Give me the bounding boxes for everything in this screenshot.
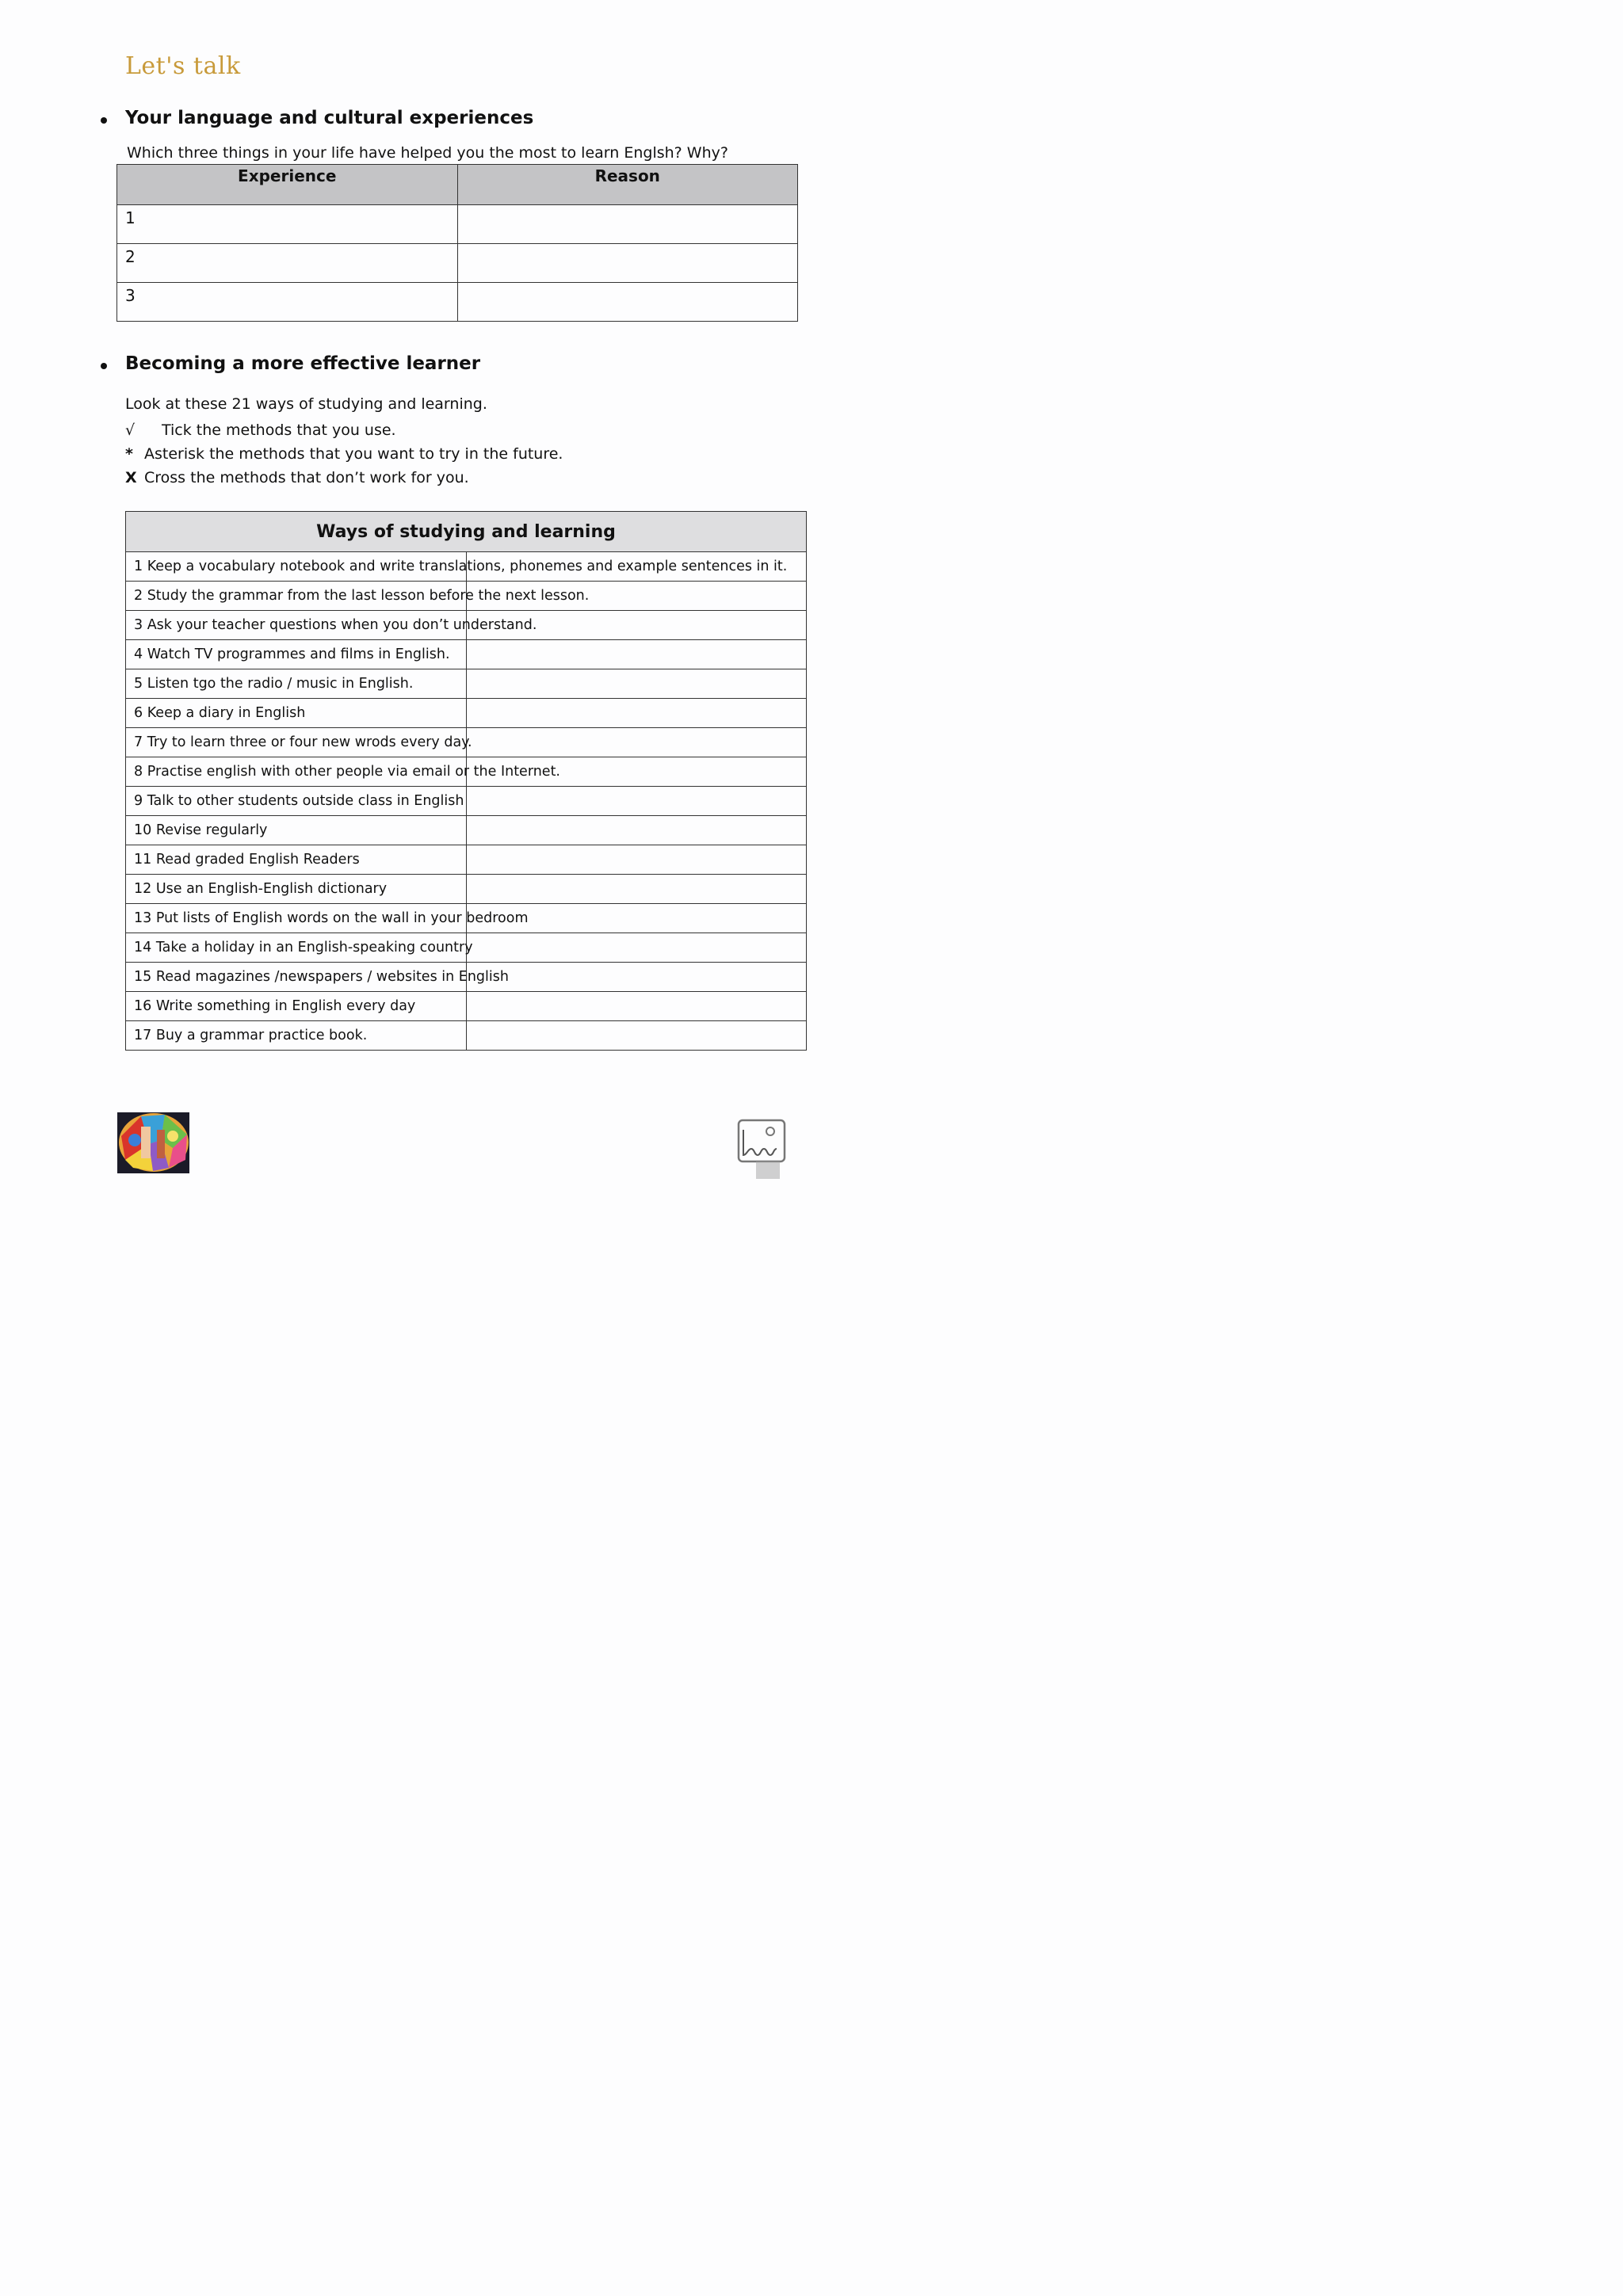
way-text: 5 Listen tgo the radio / music in English. bbox=[126, 669, 467, 699]
section2-intro: Look at these 21 ways of studying and learning. bbox=[125, 395, 487, 413]
table-row bbox=[126, 816, 807, 845]
reason-cell[interactable] bbox=[457, 244, 798, 283]
table-row bbox=[117, 244, 798, 283]
table-row bbox=[126, 963, 807, 992]
mark-box[interactable] bbox=[466, 816, 807, 845]
table-row bbox=[126, 582, 807, 611]
table-row bbox=[117, 205, 798, 244]
bullet-icon bbox=[101, 117, 107, 124]
mark-box[interactable] bbox=[466, 728, 807, 757]
mark-box[interactable] bbox=[466, 963, 807, 992]
experience-cell[interactable]: 3 bbox=[117, 283, 458, 322]
tick-icon: √ bbox=[125, 421, 136, 439]
table-row bbox=[117, 283, 798, 322]
mark-box[interactable] bbox=[466, 845, 807, 875]
way-text: 13 Put lists of English words on the wall in your bedroom bbox=[126, 904, 467, 933]
way-text: 17 Buy a grammar practice book. bbox=[126, 1021, 467, 1051]
table-row bbox=[126, 669, 807, 699]
table-row bbox=[126, 787, 807, 816]
experience-table bbox=[116, 164, 798, 322]
way-text: 1 Keep a vocabulary notebook and write translations, phonemes and example sentences in it. bbox=[126, 552, 467, 582]
ways-table-header: Ways of studying and learning bbox=[126, 512, 807, 552]
cross-icon: X bbox=[125, 469, 137, 486]
mark-box[interactable] bbox=[466, 640, 807, 669]
table-row bbox=[126, 728, 807, 757]
sketch-logo-icon bbox=[734, 1117, 789, 1182]
mark-box[interactable] bbox=[466, 992, 807, 1021]
reason-header: Reason bbox=[457, 165, 798, 205]
section1-heading: Your language and cultural experiences bbox=[125, 108, 534, 128]
legend-text: Cross the methods that don’t work for you. bbox=[144, 469, 469, 486]
asterisk-icon: * bbox=[125, 445, 133, 463]
way-text: 11 Read graded English Readers bbox=[126, 845, 467, 875]
mark-box[interactable] bbox=[466, 787, 807, 816]
table-row bbox=[126, 699, 807, 728]
experience-cell[interactable]: 1 bbox=[117, 205, 458, 244]
mark-box[interactable] bbox=[466, 669, 807, 699]
reason-cell[interactable] bbox=[457, 205, 798, 244]
section2-heading: Becoming a more effective learner bbox=[125, 353, 481, 374]
page-title: Let's talk bbox=[125, 52, 241, 80]
way-text: 16 Write something in English every day bbox=[126, 992, 467, 1021]
way-text: 10 Revise regularly bbox=[126, 816, 467, 845]
experience-cell[interactable]: 2 bbox=[117, 244, 458, 283]
way-text: 15 Read magazines /newspapers / websites in English bbox=[126, 963, 467, 992]
way-text: 2 Study the grammar from the last lesson before the next lesson. bbox=[126, 582, 467, 611]
table-row bbox=[126, 845, 807, 875]
bullet-icon bbox=[101, 363, 107, 369]
way-text: 7 Try to learn three or four new wrods every day. bbox=[126, 728, 467, 757]
table-row bbox=[126, 611, 807, 640]
mark-box[interactable] bbox=[466, 875, 807, 904]
table-row bbox=[126, 1021, 807, 1051]
legend-asterisk bbox=[125, 445, 563, 463]
section1-question: Which three things in your life have helped you the most to learn Englsh? Why? bbox=[127, 144, 728, 162]
table-row bbox=[126, 904, 807, 933]
table-row bbox=[126, 992, 807, 1021]
table-row bbox=[126, 933, 807, 963]
mark-box[interactable] bbox=[466, 933, 807, 963]
table-row bbox=[126, 875, 807, 904]
legend-tick bbox=[125, 421, 396, 439]
mark-box[interactable] bbox=[466, 699, 807, 728]
way-text: 6 Keep a diary in English bbox=[126, 699, 467, 728]
table-row bbox=[126, 552, 807, 582]
reason-cell[interactable] bbox=[457, 283, 798, 322]
legend-text: Asterisk the methods that you want to try in the future. bbox=[144, 445, 563, 463]
ways-table bbox=[125, 511, 807, 1051]
legend-cross bbox=[125, 469, 469, 486]
legend-text: Tick the methods that you use. bbox=[162, 421, 396, 439]
way-text: 8 Practise english with other people via email or the Internet. bbox=[126, 757, 467, 787]
way-text: 9 Talk to other students outside class in English bbox=[126, 787, 467, 816]
mark-box[interactable] bbox=[466, 1021, 807, 1051]
table-row bbox=[126, 640, 807, 669]
way-text: 12 Use an English-English dictionary bbox=[126, 875, 467, 904]
table-row bbox=[126, 757, 807, 787]
way-text: 14 Take a holiday in an English-speaking country bbox=[126, 933, 467, 963]
way-text: 4 Watch TV programmes and films in English. bbox=[126, 640, 467, 669]
way-text: 3 Ask your teacher questions when you don’t understand. bbox=[126, 611, 467, 640]
colorful-collage-logo-icon bbox=[117, 1112, 189, 1173]
experience-header: Experience bbox=[117, 165, 458, 205]
